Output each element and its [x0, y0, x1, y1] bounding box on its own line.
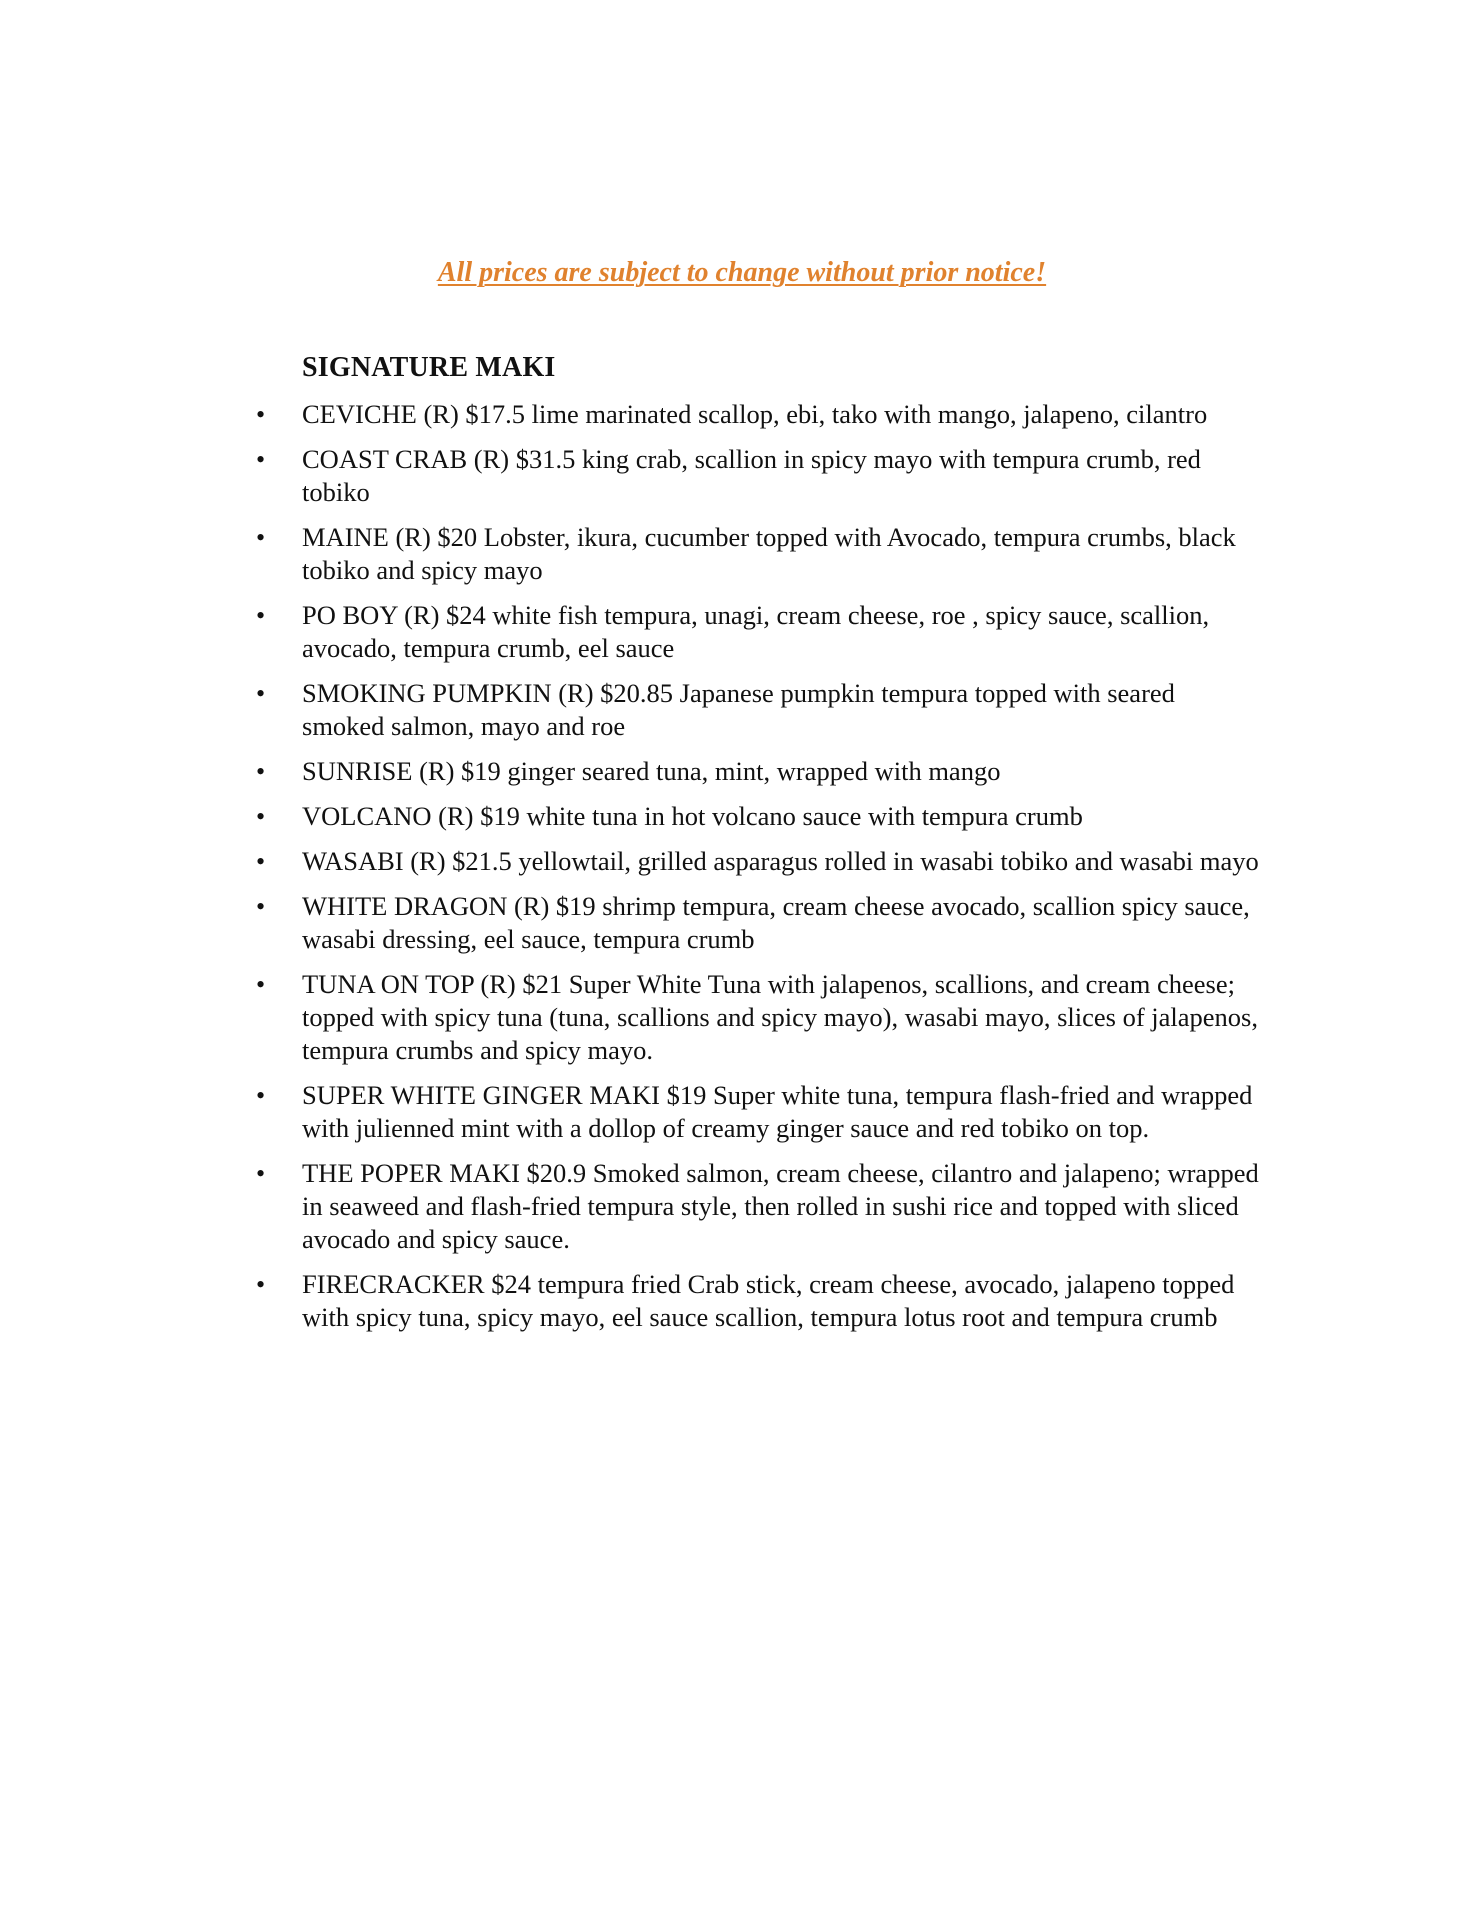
- menu-item-coast-crab: • COAST CRAB (R) $31.5 king crab, scallion in spicy mayo with tempura crumb, red tobiko: [302, 443, 1262, 509]
- menu-item-maine: • MAINE (R) $20 Lobster, ikura, cucumber topped with Avocado, tempura crumbs, black tobiko and spicy mayo: [302, 521, 1262, 587]
- menu-item-white-dragon: • WHITE DRAGON (R) $19 shrimp tempura, cream cheese avocado, scallion spicy sauce, wasabi dressing, eel sauce, tempura crumb: [302, 890, 1262, 956]
- menu-item-volcano: • VOLCANO (R) $19 white tuna in hot volcano sauce with tempura crumb: [302, 800, 1262, 833]
- menu-item-po-boy: • PO BOY (R) $24 white fish tempura, unagi, cream cheese, roe , spicy sauce, scallion, avocado, tempura crumb, eel sauce: [302, 599, 1262, 665]
- price-notice: All prices are subject to change without prior notice!: [437, 257, 1047, 288]
- menu-item-ceviche: • CEVICHE (R) $17.5 lime marinated scallop, ebi, tako with mango, jalapeno, cilantro: [302, 398, 1262, 431]
- menu-item-wasabi: • WASABI (R) $21.5 yellowtail, grilled asparagus rolled in wasabi tobiko and wasabi mayo: [302, 845, 1262, 878]
- menu-item-sunrise: • SUNRISE (R) $19 ginger seared tuna, mint, wrapped with mango: [302, 755, 1262, 788]
- menu-item-smoking-pumpkin: • SMOKING PUMPKIN (R) $20.85 Japanese pumpkin tempura topped with seared smoked salmon, mayo and roe: [302, 677, 1262, 743]
- menu-item-super-white-ginger-maki: • SUPER WHITE GINGER MAKI $19 Super white tuna, tempura flash-fried and wrapped with julienned mint with a dollop of creamy ginger sauce and red tobiko on top.: [302, 1079, 1262, 1145]
- menu-item-the-poper-maki: • THE POPER MAKI $20.9 Smoked salmon, cream cheese, cilantro and jalapeno; wrapped in seaweed and flash-fried tempura style, then rolled in sushi rice and topped with sliced avocado and spicy sauce.: [302, 1157, 1262, 1256]
- menu-item-list: [302, 398, 1262, 1346]
- menu-item-tuna-on-top: • TUNA ON TOP (R) $21 Super White Tuna with jalapenos, scallions, and cream cheese; topped with spicy tuna (tuna, scallions and spicy mayo), wasabi mayo, slices of jalapenos, tempura crumbs and spicy mayo.: [302, 968, 1262, 1067]
- section-heading-signature-maki: SIGNATURE MAKI: [302, 352, 556, 383]
- menu-item-firecracker: • FIRECRACKER $24 tempura fried Crab stick, cream cheese, avocado, jalapeno topped with spicy tuna, spicy mayo, eel sauce scallion, tempura lotus root and tempura crumb: [302, 1268, 1262, 1334]
